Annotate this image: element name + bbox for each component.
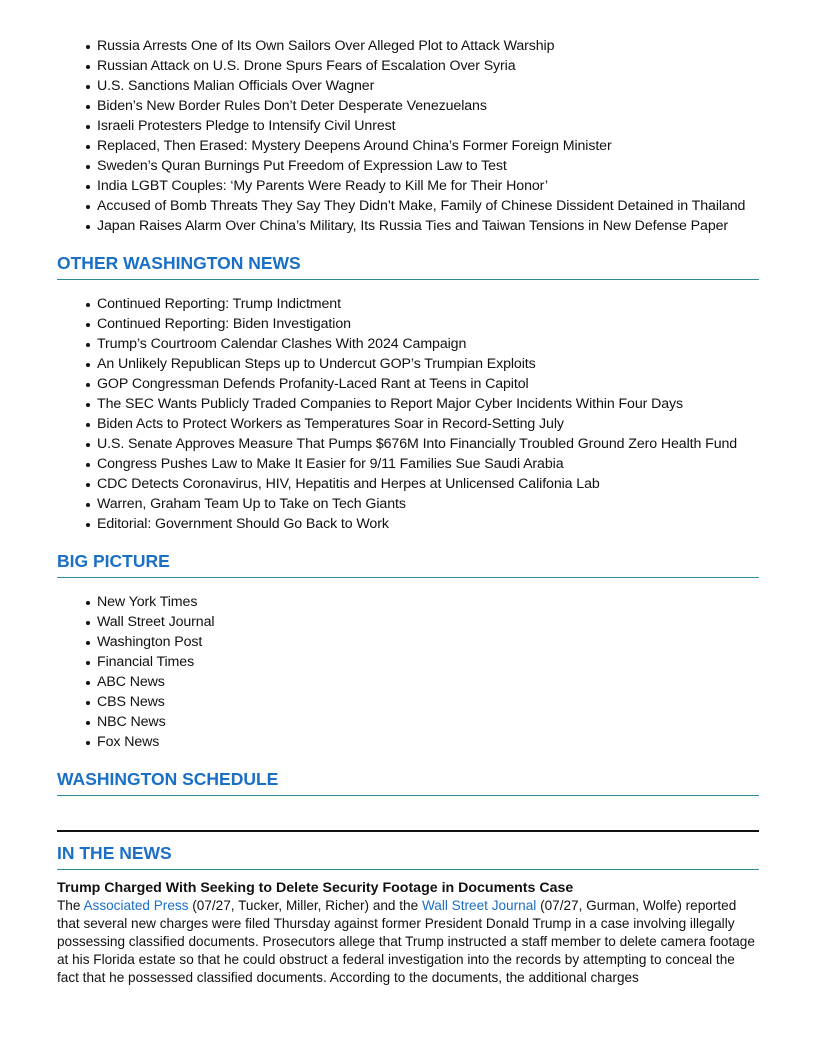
article-headline: Trump Charged With Seeking to Delete Security Footage in Documents Case — [57, 880, 574, 896]
news-source-link[interactable]: Wall Street Journal — [97, 612, 759, 632]
news-item[interactable]: Biden Acts to Protect Workers as Temperatures Soar in Record-Setting July — [97, 414, 759, 434]
news-item[interactable]: India LGBT Couples: ‘My Parents Were Ready to Kill Me for Their Honor’ — [97, 176, 759, 196]
news-item[interactable]: Congress Pushes Law to Make It Easier for 9/11 Families Sue Saudi Arabia — [97, 454, 759, 474]
news-source-link[interactable]: Fox News — [97, 732, 759, 752]
news-item[interactable]: U.S. Senate Approves Measure That Pumps $676M Into Financially Troubled Ground Zero Health Fund — [97, 434, 759, 454]
section-title-in-the-news: IN THE NEWS — [57, 842, 759, 870]
news-source-link[interactable]: Financial Times — [97, 652, 759, 672]
newsletter-page — [57, 36, 759, 987]
news-item[interactable]: Biden’s New Border Rules Don’t Deter Desperate Venezuelans — [97, 96, 759, 116]
article-text: (07/27, Tucker, Miller, Richer) and the — [188, 898, 422, 913]
section-title-big-picture: BIG PICTURE — [57, 550, 759, 578]
news-item[interactable]: An Unlikely Republican Steps up to Undercut GOP’s Trumpian Exploits — [97, 354, 759, 374]
news-item[interactable]: CDC Detects Coronavirus, HIV, Hepatitis and Herpes at Unlicensed Califonia Lab — [97, 474, 759, 494]
news-item[interactable]: Russia Arrests One of Its Own Sailors Over Alleged Plot to Attack Warship — [97, 36, 759, 56]
article-text: The — [57, 898, 84, 913]
news-item[interactable]: U.S. Sanctions Malian Officials Over Wagner — [97, 76, 759, 96]
section-divider — [57, 830, 759, 832]
news-source-link[interactable]: NBC News — [97, 712, 759, 732]
news-item[interactable]: The SEC Wants Publicly Traded Companies to Report Major Cyber Incidents Within Four Days — [97, 394, 759, 414]
news-item[interactable]: Israeli Protesters Pledge to Intensify Civil Unrest — [97, 116, 759, 136]
section-title-washington-schedule: WASHINGTON SCHEDULE — [57, 768, 759, 796]
article-body — [57, 897, 759, 987]
other-washington-news-list — [57, 294, 759, 534]
news-source-link[interactable]: CBS News — [97, 692, 759, 712]
news-item[interactable]: Accused of Bomb Threats They Say They Didn’t Make, Family of Chinese Dissident Detained in Thailand — [97, 196, 759, 216]
news-item[interactable]: GOP Congressman Defends Profanity-Laced Rant at Teens in Capitol — [97, 374, 759, 394]
news-item[interactable]: Continued Reporting: Trump Indictment — [97, 294, 759, 314]
news-item[interactable]: Warren, Graham Team Up to Take on Tech Giants — [97, 494, 759, 514]
news-item[interactable]: Russian Attack on U.S. Drone Spurs Fears of Escalation Over Syria — [97, 56, 759, 76]
news-source-link[interactable]: ABC News — [97, 672, 759, 692]
article-text: (07/27, Gurman, Wolfe) reported that several new charges were filed Thursday against former President Donald Trump in a case involving illegally possessing classified documents. Prosecutors allege that Trump instructed a staff member to delete camera footage at his Florida estate so that he could obstruct a federal investigation into the records by attempting to conceal the fact that he possessed classified documents. According to the documents, the additional charges — [57, 898, 755, 985]
news-item[interactable]: Japan Raises Alarm Over China’s Military, Its Russia Ties and Taiwan Tensions in New Defense Paper — [97, 216, 759, 236]
news-item[interactable]: Editorial: Government Should Go Back to Work — [97, 514, 759, 534]
world-news-list — [57, 36, 759, 236]
news-item[interactable]: Replaced, Then Erased: Mystery Deepens Around China’s Former Foreign Minister — [97, 136, 759, 156]
associated-press-link[interactable]: Associated Press — [83, 898, 189, 913]
big-picture-list — [57, 592, 759, 752]
news-source-link[interactable]: New York Times — [97, 592, 759, 612]
news-item[interactable]: Trump’s Courtroom Calendar Clashes With 2024 Campaign — [97, 334, 759, 354]
news-item[interactable]: Continued Reporting: Biden Investigation — [97, 314, 759, 334]
section-title-other-washington-news: OTHER WASHINGTON NEWS — [57, 252, 759, 280]
wall-street-journal-link[interactable]: Wall Street Journal — [421, 898, 537, 913]
news-source-link[interactable]: Washington Post — [97, 632, 759, 652]
news-item[interactable]: Sweden’s Quran Burnings Put Freedom of Expression Law to Test — [97, 156, 759, 176]
